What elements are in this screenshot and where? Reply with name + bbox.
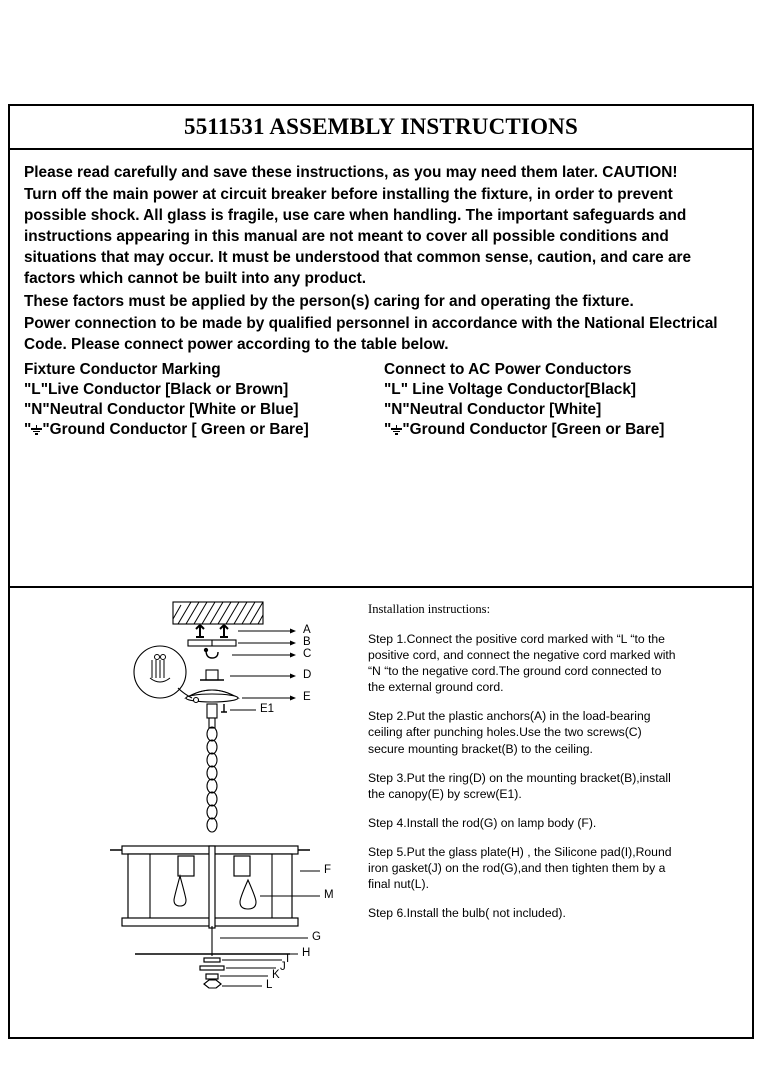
instructions-heading: Installation instructions: bbox=[368, 602, 491, 616]
instruction-step-2: Step 2.Put the plastic anchors(A) in the load-bearing ceiling after punching holes.Use the two screws(C) secure mounting bracket(B) to the ceiling. bbox=[368, 709, 651, 756]
diagram-label-j: J bbox=[280, 961, 286, 973]
lower-section bbox=[10, 588, 752, 1039]
table-row bbox=[24, 420, 738, 440]
instruction-step-3: Step 3.Put the ring(D) on the mounting bracket(B),install the canopy(E) by screw(E1). bbox=[368, 770, 671, 801]
cell-ground-ac bbox=[384, 420, 738, 440]
warning-paragraph-2: Turn off the main power at circuit breaker before installing the fixture, in order to prevent possible shock. All glass is fragile, use care when handling. The important safeguards and instructions appearing in this manual are not meant to cover all possible conditions and situations that may occur. It must be understood that common sense, caution, and care are factors which cannot be built into any product. bbox=[24, 186, 692, 288]
cell-ground-ac-text: "Ground Conductor [Green or Bare] bbox=[402, 420, 665, 438]
diagram-label-f: F bbox=[324, 864, 332, 876]
diagram-label-m: M bbox=[324, 889, 334, 901]
instruction-step-1: Step 1.Connect the positive cord marked with “L “to the positive cord, and connect the negative cord marked with “N “to the negative cord.The ground cord connected to the external ground cord. bbox=[368, 632, 676, 695]
page-title: 5511531 ASSEMBLY INSTRUCTIONS bbox=[184, 114, 578, 139]
cell-live-ac: "L" Line Voltage Conductor[Black] bbox=[384, 380, 637, 398]
cell-ground-fixture bbox=[24, 420, 384, 440]
diagram-label-k: K bbox=[272, 969, 280, 981]
instruction-step-6: Step 6.Install the bulb( not included). bbox=[368, 906, 566, 921]
instruction-step-4: Step 4.Install the rod(G) on lamp body (F). bbox=[368, 815, 597, 830]
cell-live-fixture: "L"Live Conductor [Black or Brown] bbox=[24, 380, 289, 398]
diagram-label-i: I bbox=[286, 953, 290, 965]
diagram-label-b: B bbox=[303, 636, 311, 648]
instruction-step-5: Step 5.Put the glass plate(H) , the Silicone pad(I),Round iron gasket(J) on the rod(G),and then tighten them by a final nut(L). bbox=[368, 844, 672, 892]
ground-symbol-icon bbox=[31, 424, 42, 435]
cell-neutral-ac: "N"Neutral Conductor [White] bbox=[384, 400, 602, 418]
ground-symbol-icon bbox=[391, 424, 402, 435]
table-header-ac: Connect to AC Power Conductors bbox=[384, 360, 632, 378]
diagram-label-g: G bbox=[312, 931, 321, 943]
table-row bbox=[24, 400, 738, 420]
diagram-label-e: E bbox=[303, 691, 311, 703]
cell-neutral-fixture: "N"Neutral Conductor [White or Blue] bbox=[24, 400, 299, 418]
warning-paragraph-4: Power connection to be made by qualified personnel in accordance with the National Electrical Code. Please connect power according to the table below. bbox=[24, 314, 718, 353]
warning-text-block bbox=[10, 150, 752, 588]
diagram-label-c: C bbox=[303, 648, 312, 660]
table-header-row bbox=[24, 360, 738, 380]
fixture-diagram-svg bbox=[10, 588, 368, 1039]
diagram-label-l: L bbox=[266, 979, 273, 991]
warning-paragraph-3: These factors must be applied by the person(s) caring for and operating the fixture. bbox=[24, 292, 634, 310]
conductor-table bbox=[24, 360, 738, 440]
table-row bbox=[24, 380, 738, 400]
quote-prefix: " bbox=[24, 420, 32, 438]
warning-paragraph-1: Please read carefully and save these instructions, as you may need them later. CAUTION! bbox=[24, 164, 678, 181]
fixture-diagram bbox=[10, 588, 368, 1039]
diagram-label-e1: E1 bbox=[260, 703, 275, 715]
diagram-label-h: H bbox=[302, 947, 311, 959]
quote-prefix: " bbox=[384, 420, 392, 438]
title-bar bbox=[10, 106, 752, 150]
installation-instructions bbox=[368, 602, 740, 1032]
diagram-label-a: A bbox=[303, 624, 311, 636]
cell-ground-fixture-text: "Ground Conductor [ Green or Bare] bbox=[42, 420, 309, 438]
document-frame bbox=[8, 104, 754, 1039]
diagram-label-d: D bbox=[303, 669, 312, 681]
table-header-fixture: Fixture Conductor Marking bbox=[24, 360, 221, 378]
